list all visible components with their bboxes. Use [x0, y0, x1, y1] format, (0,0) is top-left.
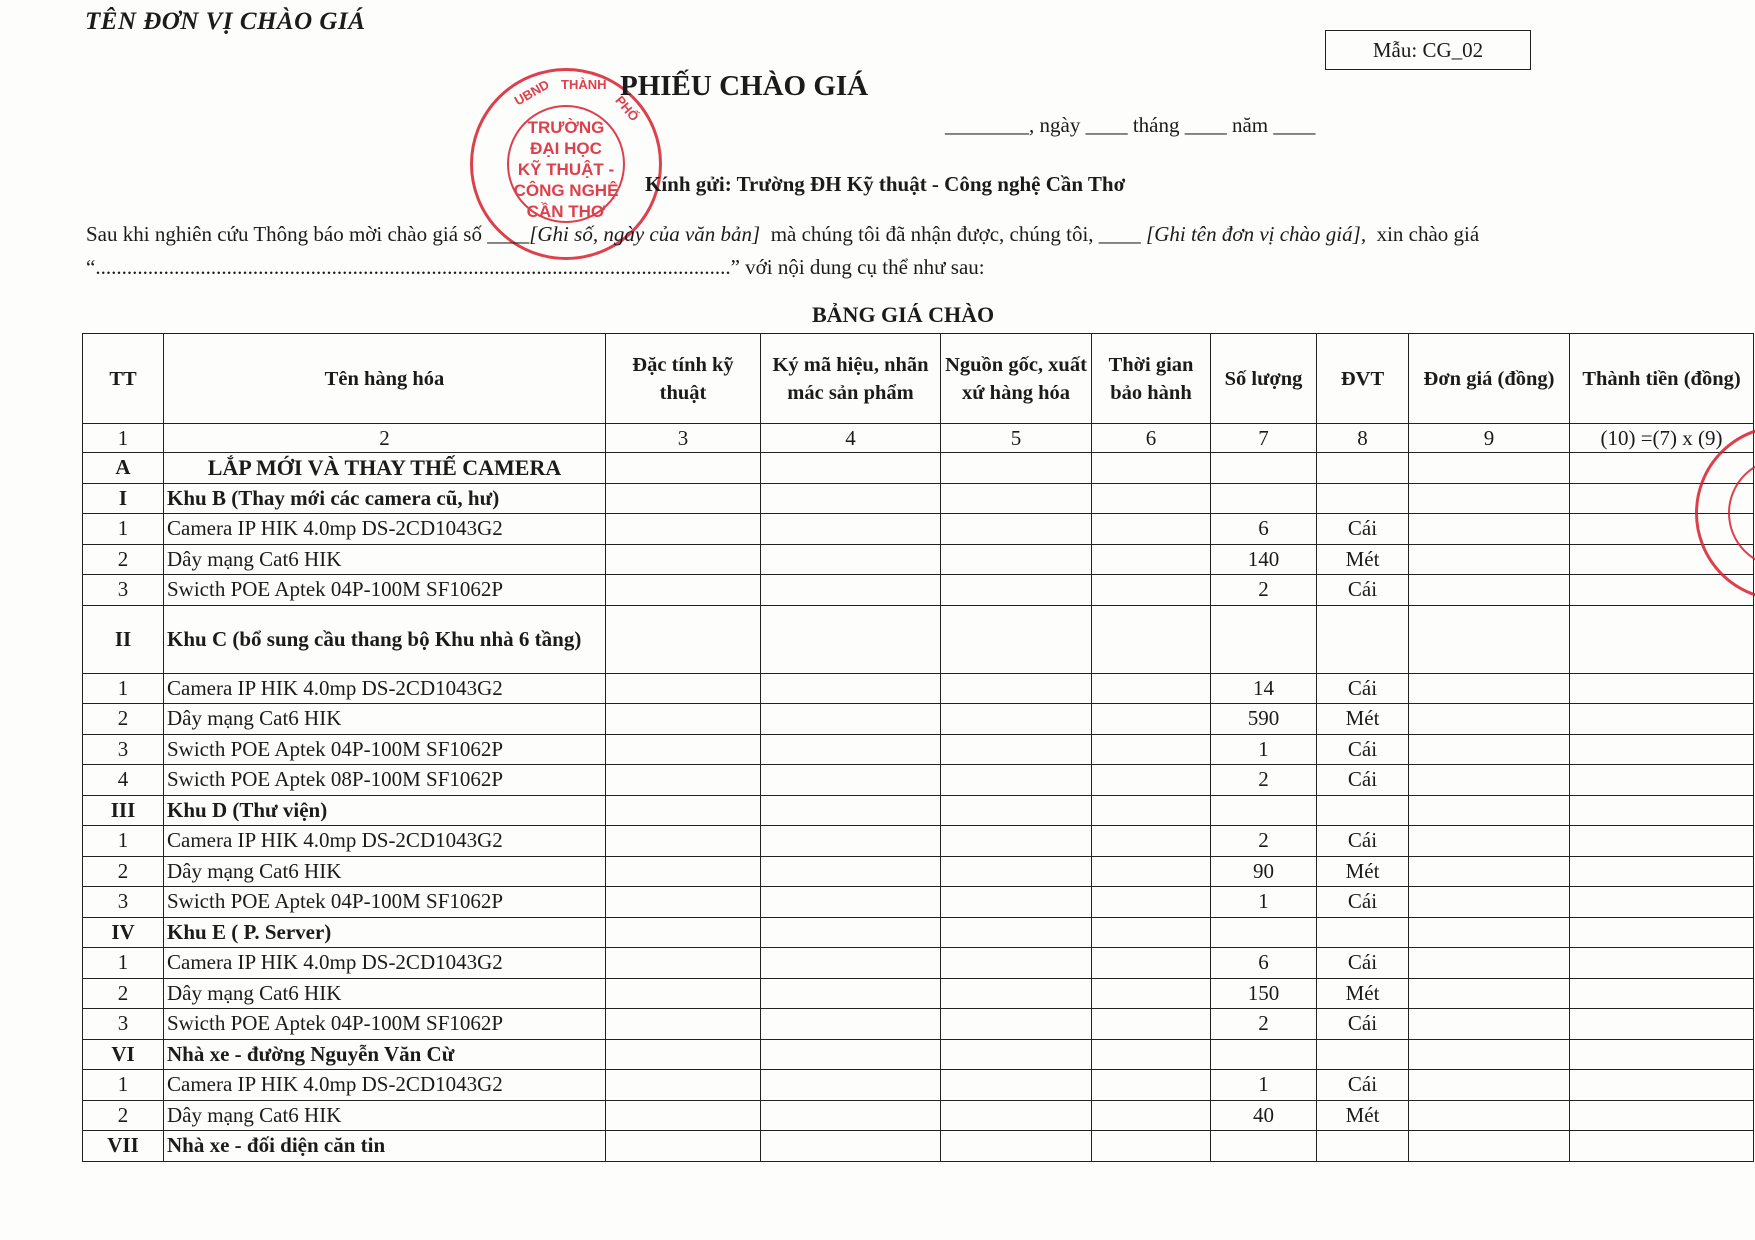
- warranty-cell: [1092, 1009, 1211, 1040]
- origin-cell: [941, 887, 1092, 918]
- total-cell: [1570, 1009, 1754, 1040]
- warranty-cell: [1092, 483, 1211, 514]
- row-index: 1: [83, 826, 164, 857]
- unit-cell: [1317, 1131, 1409, 1162]
- table-row: [83, 734, 1754, 765]
- unit-price-cell: [1409, 453, 1570, 484]
- spec-cell: [606, 1131, 761, 1162]
- total-cell: [1570, 795, 1754, 826]
- total-cell: [1570, 734, 1754, 765]
- total-cell: [1570, 978, 1754, 1009]
- unit-cell: [1317, 1039, 1409, 1070]
- origin-cell: [941, 1100, 1092, 1131]
- column-number: 2: [164, 424, 606, 453]
- spec-cell: [606, 1039, 761, 1070]
- quantity-cell: 2: [1211, 1009, 1317, 1040]
- origin-cell: [941, 704, 1092, 735]
- item-name: Nhà xe - đối diện căn tin: [164, 1131, 606, 1162]
- item-name: Camera IP HIK 4.0mp DS-2CD1043G2: [164, 826, 606, 857]
- item-name: Khu D (Thư viện): [164, 795, 606, 826]
- row-index: 3: [83, 887, 164, 918]
- spec-cell: [606, 483, 761, 514]
- item-name: LẮP MỚI VÀ THAY THẾ CAMERA: [164, 453, 606, 484]
- intro-paragraph-line-2: “.........................................................................................................................” với nội dung cụ thể như sau:: [86, 255, 985, 279]
- column-header: Ký mã hiệu, nhãn mác sản phẩm: [761, 334, 941, 424]
- table-row: [83, 1009, 1754, 1040]
- origin-cell: [941, 765, 1092, 796]
- model-cell: [761, 826, 941, 857]
- warranty-cell: [1092, 978, 1211, 1009]
- quantity-cell: 1: [1211, 1070, 1317, 1101]
- table-row: [83, 948, 1754, 979]
- total-cell: [1570, 765, 1754, 796]
- row-index: VII: [83, 1131, 164, 1162]
- table-header-row: [83, 334, 1754, 424]
- row-index: 2: [83, 704, 164, 735]
- unit-cell: Cái: [1317, 1009, 1409, 1040]
- row-index: 1: [83, 673, 164, 704]
- unit-price-cell: [1409, 704, 1570, 735]
- model-cell: [761, 544, 941, 575]
- origin-cell: [941, 978, 1092, 1009]
- quantity-cell: [1211, 917, 1317, 948]
- column-number: 8: [1317, 424, 1409, 453]
- column-header: Tên hàng hóa: [164, 334, 606, 424]
- row-index: 3: [83, 575, 164, 606]
- unit-cell: Cái: [1317, 575, 1409, 606]
- unit-cell: Cái: [1317, 673, 1409, 704]
- model-cell: [761, 673, 941, 704]
- total-cell: [1570, 856, 1754, 887]
- warranty-cell: [1092, 948, 1211, 979]
- warranty-cell: [1092, 826, 1211, 857]
- unit-price-cell: [1409, 948, 1570, 979]
- table-row: [83, 917, 1754, 948]
- table-row: [83, 514, 1754, 545]
- model-cell: [761, 1039, 941, 1070]
- unit-price-cell: [1409, 1131, 1570, 1162]
- unit-cell: Mét: [1317, 856, 1409, 887]
- model-cell: [761, 575, 941, 606]
- total-cell: [1570, 1100, 1754, 1131]
- model-cell: [761, 453, 941, 484]
- total-cell: [1570, 704, 1754, 735]
- column-header: Đơn giá (đồng): [1409, 334, 1570, 424]
- unit-name: TÊN ĐƠN VỊ CHÀO GIÁ: [85, 8, 366, 35]
- model-cell: [761, 1100, 941, 1131]
- spec-cell: [606, 1070, 761, 1101]
- table-row: [83, 483, 1754, 514]
- spec-cell: [606, 917, 761, 948]
- unit-cell: Cái: [1317, 514, 1409, 545]
- origin-cell: [941, 544, 1092, 575]
- unit-cell: Mét: [1317, 978, 1409, 1009]
- unit-price-cell: [1409, 1100, 1570, 1131]
- date-line: ________, ngày ____ tháng ____ năm ____: [945, 113, 1316, 137]
- unit-cell: Cái: [1317, 948, 1409, 979]
- quantity-cell: 40: [1211, 1100, 1317, 1131]
- row-index: 1: [83, 514, 164, 545]
- item-name: Swicth POE Aptek 04P-100M SF1062P: [164, 887, 606, 918]
- origin-cell: [941, 734, 1092, 765]
- item-name: Dây mạng Cat6 HIK: [164, 978, 606, 1009]
- column-number-row: [83, 424, 1754, 453]
- table-row: [83, 826, 1754, 857]
- column-number: (10) =(7) x (9): [1570, 424, 1754, 453]
- row-index: 1: [83, 1070, 164, 1101]
- warranty-cell: [1092, 1039, 1211, 1070]
- unit-cell: Cái: [1317, 887, 1409, 918]
- quantity-cell: [1211, 1131, 1317, 1162]
- spec-cell: [606, 948, 761, 979]
- origin-cell: [941, 1039, 1092, 1070]
- warranty-cell: [1092, 453, 1211, 484]
- row-index: 1: [83, 948, 164, 979]
- table-row: [83, 795, 1754, 826]
- item-name: Camera IP HIK 4.0mp DS-2CD1043G2: [164, 1070, 606, 1101]
- unit-cell: Cái: [1317, 765, 1409, 796]
- quantity-cell: 1: [1211, 734, 1317, 765]
- unit-price-cell: [1409, 887, 1570, 918]
- origin-cell: [941, 575, 1092, 606]
- unit-cell: [1317, 917, 1409, 948]
- table-row: [83, 887, 1754, 918]
- total-cell: [1570, 1070, 1754, 1101]
- unit-price-cell: [1409, 605, 1570, 673]
- item-name: Camera IP HIK 4.0mp DS-2CD1043G2: [164, 948, 606, 979]
- item-name: Dây mạng Cat6 HIK: [164, 1100, 606, 1131]
- intro-placeholder-doc: [Ghi số, ngày của văn bản]: [529, 222, 761, 246]
- unit-price-cell: [1409, 826, 1570, 857]
- table-row: [83, 765, 1754, 796]
- spec-cell: [606, 765, 761, 796]
- model-cell: [761, 917, 941, 948]
- item-name: Khu E ( P. Server): [164, 917, 606, 948]
- spec-cell: [606, 453, 761, 484]
- spec-cell: [606, 978, 761, 1009]
- official-seal: UBND THÀNH PHỐ TRƯỜNG ĐẠI HỌC KỸ THUẬT - CÔNG NGHỆ CẦN THƠ: [470, 68, 662, 260]
- quantity-cell: [1211, 605, 1317, 673]
- warranty-cell: [1092, 605, 1211, 673]
- row-index: 2: [83, 1100, 164, 1131]
- price-table: [82, 333, 1754, 1162]
- row-index: II: [83, 605, 164, 673]
- column-number: 7: [1211, 424, 1317, 453]
- origin-cell: [941, 483, 1092, 514]
- model-cell: [761, 1009, 941, 1040]
- unit-price-cell: [1409, 673, 1570, 704]
- item-name: Camera IP HIK 4.0mp DS-2CD1043G2: [164, 514, 606, 545]
- intro-paragraph-line-1: [86, 222, 1479, 247]
- column-header: Số lượng: [1211, 334, 1317, 424]
- unit-price-cell: [1409, 1039, 1570, 1070]
- warranty-cell: [1092, 1100, 1211, 1131]
- recipient-line: Kính gửi: Trường ĐH Kỹ thuật - Công nghệ Cần Thơ: [645, 172, 1126, 196]
- warranty-cell: [1092, 1070, 1211, 1101]
- unit-price-cell: [1409, 795, 1570, 826]
- warranty-cell: [1092, 856, 1211, 887]
- spec-cell: [606, 795, 761, 826]
- unit-cell: Mét: [1317, 544, 1409, 575]
- column-number: 9: [1409, 424, 1570, 453]
- unit-cell: [1317, 453, 1409, 484]
- spec-cell: [606, 575, 761, 606]
- intro-text: xin chào giá: [1366, 222, 1480, 246]
- table-row: [83, 704, 1754, 735]
- item-name: Dây mạng Cat6 HIK: [164, 544, 606, 575]
- origin-cell: [941, 514, 1092, 545]
- unit-price-cell: [1409, 514, 1570, 545]
- model-cell: [761, 734, 941, 765]
- model-cell: [761, 605, 941, 673]
- unit-cell: Cái: [1317, 734, 1409, 765]
- unit-price-cell: [1409, 483, 1570, 514]
- item-name: Dây mạng Cat6 HIK: [164, 704, 606, 735]
- unit-cell: [1317, 483, 1409, 514]
- column-number: 3: [606, 424, 761, 453]
- warranty-cell: [1092, 704, 1211, 735]
- warranty-cell: [1092, 795, 1211, 826]
- row-index: 3: [83, 1009, 164, 1040]
- item-name: Swicth POE Aptek 04P-100M SF1062P: [164, 575, 606, 606]
- row-index: I: [83, 483, 164, 514]
- total-cell: [1570, 948, 1754, 979]
- quantity-cell: [1211, 1039, 1317, 1070]
- unit-price-cell: [1409, 765, 1570, 796]
- unit-price-cell: [1409, 544, 1570, 575]
- intro-text: Sau khi nghiên cứu Thông báo mời chào giá số ____: [86, 222, 530, 246]
- total-cell: [1570, 917, 1754, 948]
- column-header: Thành tiền (đồng): [1570, 334, 1754, 424]
- row-index: III: [83, 795, 164, 826]
- table-row: [83, 453, 1754, 484]
- spec-cell: [606, 514, 761, 545]
- origin-cell: [941, 1131, 1092, 1162]
- warranty-cell: [1092, 575, 1211, 606]
- column-number: 5: [941, 424, 1092, 453]
- model-cell: [761, 887, 941, 918]
- spec-cell: [606, 856, 761, 887]
- warranty-cell: [1092, 544, 1211, 575]
- quantity-cell: [1211, 483, 1317, 514]
- table-row: [83, 1039, 1754, 1070]
- origin-cell: [941, 795, 1092, 826]
- table-row: [83, 1100, 1754, 1131]
- total-cell: [1570, 826, 1754, 857]
- quantity-cell: 140: [1211, 544, 1317, 575]
- column-header: ĐVT: [1317, 334, 1409, 424]
- quantity-cell: 1: [1211, 887, 1317, 918]
- spec-cell: [606, 704, 761, 735]
- unit-price-cell: [1409, 917, 1570, 948]
- warranty-cell: [1092, 917, 1211, 948]
- origin-cell: [941, 856, 1092, 887]
- spec-cell: [606, 887, 761, 918]
- item-name: Camera IP HIK 4.0mp DS-2CD1043G2: [164, 673, 606, 704]
- quantity-cell: 2: [1211, 826, 1317, 857]
- table-row: [83, 605, 1754, 673]
- unit-cell: Mét: [1317, 704, 1409, 735]
- column-number: 1: [83, 424, 164, 453]
- column-number: 4: [761, 424, 941, 453]
- unit-price-cell: [1409, 1009, 1570, 1040]
- table-row: [83, 1131, 1754, 1162]
- table-row: [83, 978, 1754, 1009]
- item-name: Khu B (Thay mới các camera cũ, hư): [164, 483, 606, 514]
- quantity-cell: 14: [1211, 673, 1317, 704]
- intro-text: mà chúng tôi đã nhận được, chúng tôi, ____: [760, 222, 1147, 246]
- origin-cell: [941, 605, 1092, 673]
- unit-cell: [1317, 795, 1409, 826]
- model-cell: [761, 704, 941, 735]
- spec-cell: [606, 605, 761, 673]
- origin-cell: [941, 1070, 1092, 1101]
- total-cell: [1570, 1131, 1754, 1162]
- item-name: Dây mạng Cat6 HIK: [164, 856, 606, 887]
- warranty-cell: [1092, 765, 1211, 796]
- quantity-cell: 150: [1211, 978, 1317, 1009]
- unit-cell: [1317, 605, 1409, 673]
- model-cell: [761, 514, 941, 545]
- quantity-cell: 2: [1211, 765, 1317, 796]
- origin-cell: [941, 1009, 1092, 1040]
- item-name: Swicth POE Aptek 04P-100M SF1062P: [164, 734, 606, 765]
- model-cell: [761, 1070, 941, 1101]
- quantity-cell: 6: [1211, 514, 1317, 545]
- quantity-cell: 90: [1211, 856, 1317, 887]
- total-cell: [1570, 605, 1754, 673]
- unit-cell: Cái: [1317, 826, 1409, 857]
- row-index: 3: [83, 734, 164, 765]
- warranty-cell: [1092, 514, 1211, 545]
- unit-price-cell: [1409, 575, 1570, 606]
- origin-cell: [941, 948, 1092, 979]
- model-cell: [761, 795, 941, 826]
- spec-cell: [606, 673, 761, 704]
- quantity-cell: 590: [1211, 704, 1317, 735]
- warranty-cell: [1092, 1131, 1211, 1162]
- origin-cell: [941, 453, 1092, 484]
- unit-cell: Cái: [1317, 1070, 1409, 1101]
- model-cell: [761, 856, 941, 887]
- spec-cell: [606, 1009, 761, 1040]
- row-index: 4: [83, 765, 164, 796]
- document-title: PHIẾU CHÀO GIÁ: [620, 70, 869, 102]
- warranty-cell: [1092, 673, 1211, 704]
- row-index: 2: [83, 544, 164, 575]
- spec-cell: [606, 1100, 761, 1131]
- unit-price-cell: [1409, 978, 1570, 1009]
- warranty-cell: [1092, 887, 1211, 918]
- column-number: 6: [1092, 424, 1211, 453]
- form-code-box: Mẫu: CG_02: [1325, 30, 1531, 70]
- total-cell: [1570, 1039, 1754, 1070]
- table-title: BẢNG GIÁ CHÀO: [812, 302, 995, 327]
- row-index: VI: [83, 1039, 164, 1070]
- model-cell: [761, 948, 941, 979]
- table-row: [83, 575, 1754, 606]
- model-cell: [761, 978, 941, 1009]
- item-name: Khu C (bổ sung cầu thang bộ Khu nhà 6 tầng): [164, 605, 606, 673]
- warranty-cell: [1092, 734, 1211, 765]
- model-cell: [761, 765, 941, 796]
- column-header: TT: [83, 334, 164, 424]
- quantity-cell: [1211, 453, 1317, 484]
- table-row: [83, 544, 1754, 575]
- quantity-cell: [1211, 795, 1317, 826]
- quantity-cell: 6: [1211, 948, 1317, 979]
- unit-cell: Mét: [1317, 1100, 1409, 1131]
- row-index: IV: [83, 917, 164, 948]
- spec-cell: [606, 734, 761, 765]
- table-row: [83, 856, 1754, 887]
- column-header: Nguồn gốc, xuất xứ hàng hóa: [941, 334, 1092, 424]
- row-index: A: [83, 453, 164, 484]
- intro-placeholder-unit: [Ghi tên đơn vị chào giá],: [1146, 222, 1367, 246]
- origin-cell: [941, 917, 1092, 948]
- spec-cell: [606, 544, 761, 575]
- origin-cell: [941, 826, 1092, 857]
- item-name: Swicth POE Aptek 08P-100M SF1062P: [164, 765, 606, 796]
- table-row: [83, 1070, 1754, 1101]
- total-cell: [1570, 673, 1754, 704]
- item-name: Swicth POE Aptek 04P-100M SF1062P: [164, 1009, 606, 1040]
- row-index: 2: [83, 856, 164, 887]
- column-header: Thời gian bảo hành: [1092, 334, 1211, 424]
- unit-price-cell: [1409, 734, 1570, 765]
- item-name: Nhà xe - đường Nguyễn Văn Cừ: [164, 1039, 606, 1070]
- row-index: 2: [83, 978, 164, 1009]
- quantity-cell: 2: [1211, 575, 1317, 606]
- total-cell: [1570, 887, 1754, 918]
- spec-cell: [606, 826, 761, 857]
- unit-price-cell: [1409, 1070, 1570, 1101]
- table-row: [83, 673, 1754, 704]
- model-cell: [761, 1131, 941, 1162]
- origin-cell: [941, 673, 1092, 704]
- model-cell: [761, 483, 941, 514]
- column-header: Đặc tính kỹ thuật: [606, 334, 761, 424]
- unit-price-cell: [1409, 856, 1570, 887]
